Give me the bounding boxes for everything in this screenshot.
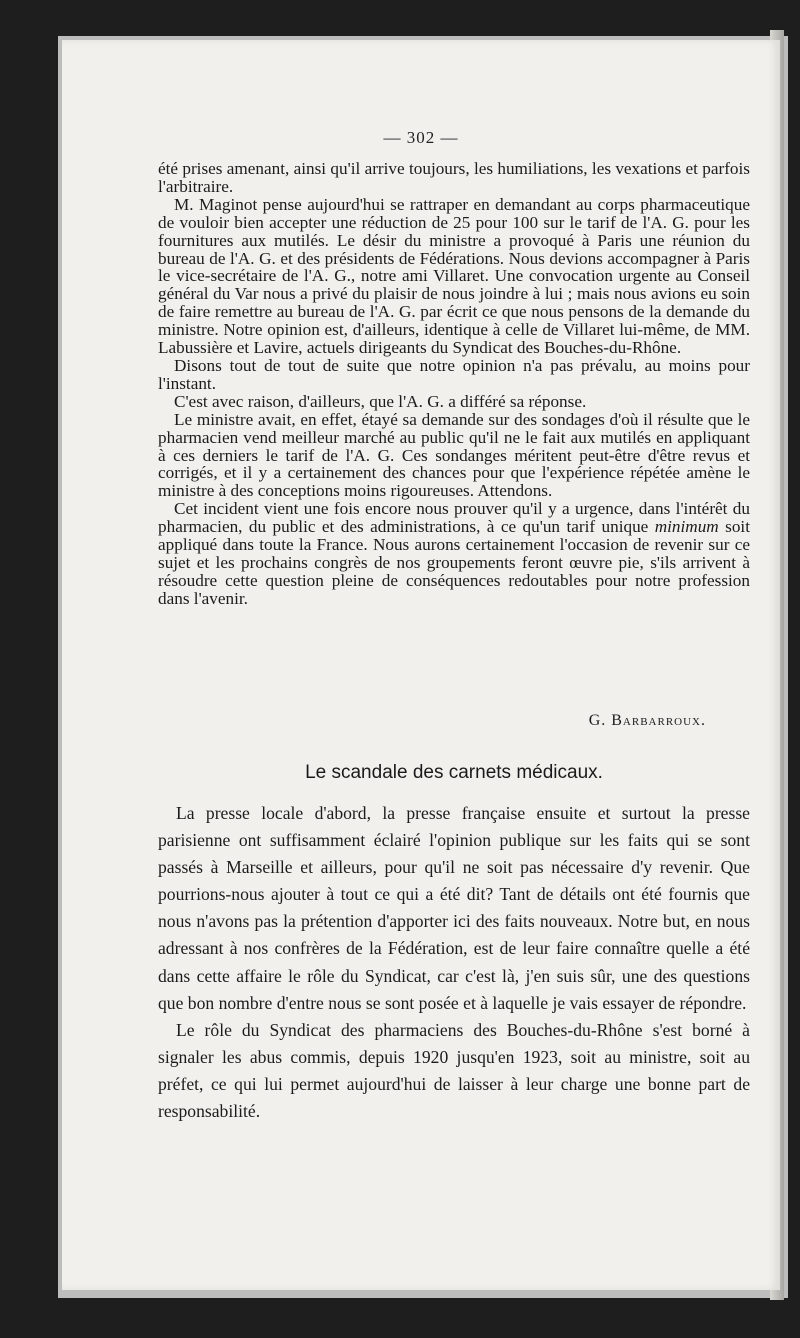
section-heading: Le scandale des carnets médicaux.	[305, 762, 603, 783]
paragraph: Le rôle du Syndicat des pharmaciens des Bouches-du-Rhône s'est borné à signaler les abus commis, depuis 1920 jusqu'en 1923, soit au ministre, soit au préfet, ce qui lui permet aujourd'hui de laisser à leur charge une bonne part de responsabilité.	[158, 1019, 750, 1122]
paragraph: La presse locale d'abord, la presse française ensuite et surtout la presse parisienne ont suffisamment éclairé l'opinion publique sur les faits qui se sont passés à Marseille et ailleurs, pour qu'il ne soit pas nécessaire d'y revenir. Que pourrions-nous ajouter à tout ce qui a été dit? Tant de détails ont été fournis que nous n'avons pas la prétention d'apporter ici des faits nouveaux. Notre but, en nous adressant à nos confrères de la Fédération, est de leur faire connaître quelle a été dans cette affaire le rôle du Syndicat, car c'est là, j'en suis sûr, une des questions que bon nombre d'entre nous se sont posée et à laquelle je vais essayer de répondre.	[158, 803, 750, 1013]
page-number: — 302 —	[383, 128, 459, 147]
paragraph-final	[158, 500, 750, 607]
paragraph: C'est avec raison, d'ailleurs, que l'A. G. a différé sa réponse.	[174, 391, 587, 411]
article-body	[158, 800, 750, 1125]
paragraph: Disons tout de tout de suite que notre opinion n'a pas prévalu, au moins pour l'instant.	[158, 355, 750, 393]
emphasis: minimum	[654, 517, 719, 537]
paragraph: M. Maginot pense aujourd'hui se rattraper en demandant au corps pharmaceutique de vouloir bien accepter une réduction de 25 pour 100 sur le tarif de l'A. G. pour les fournitures aux mutilés. Le désir du ministre a provoqué à Paris une réunion du bureau de l'A. G. et des présidents de Fédérations. Nous devions accompagner à Paris le vice-secrétaire de l'A. G., notre ami Villaret. Une convocation urgente au Conseil général du Var nous a privé du plaisir de nous joindre à lui ; mais nous avions eu soin de faire remettre au bureau de l'A. G. par écrit ce que nous pensons de la demande du ministre. Notre opinion est, d'ailleurs, identique à celle de Villaret lui-même, de MM. Labussière et Lavire, actuels dirigeants du Syndicat des Bouches-du-Rhône.	[158, 194, 750, 358]
paragraph: été prises amenant, ainsi qu'il arrive toujours, les humiliations, les vexations et parfois l'arbitraire.	[158, 159, 750, 196]
article-continuation	[158, 160, 750, 608]
paragraph-text: soit appliqué dans toute la France. Nous aurons certainement l'occasion de revenir sur ce sujet et les prochains congrès de nos groupements feront œuvre pie, s'ils arrivent à résoudre cette question pleine de conséquences redoutables pour notre profession dans l'avenir.	[158, 517, 750, 608]
paragraph: Le ministre avait, en effet, étayé sa demande sur des sondages d'où il résulte que le pharmacien vend meilleur marché au public qu'il ne le fait aux mutilés en appliquant à ces derniers le tarif de l'A. G. Ces sondanges méritent peut-être d'être revus et corrigés, et il y a certainement des chances pour que l'expérience répétée amène le ministre à des conceptions moins rigoureuses. Attendons.	[158, 409, 750, 501]
paragraph-text: Cet incident vient une fois encore nous prouver qu'il y a urgence, dans l'intérêt du pharmacien, du public et des administrations, à ce qu'un tarif unique	[158, 499, 750, 537]
author-signature: G. Barbarroux.	[588, 712, 706, 729]
